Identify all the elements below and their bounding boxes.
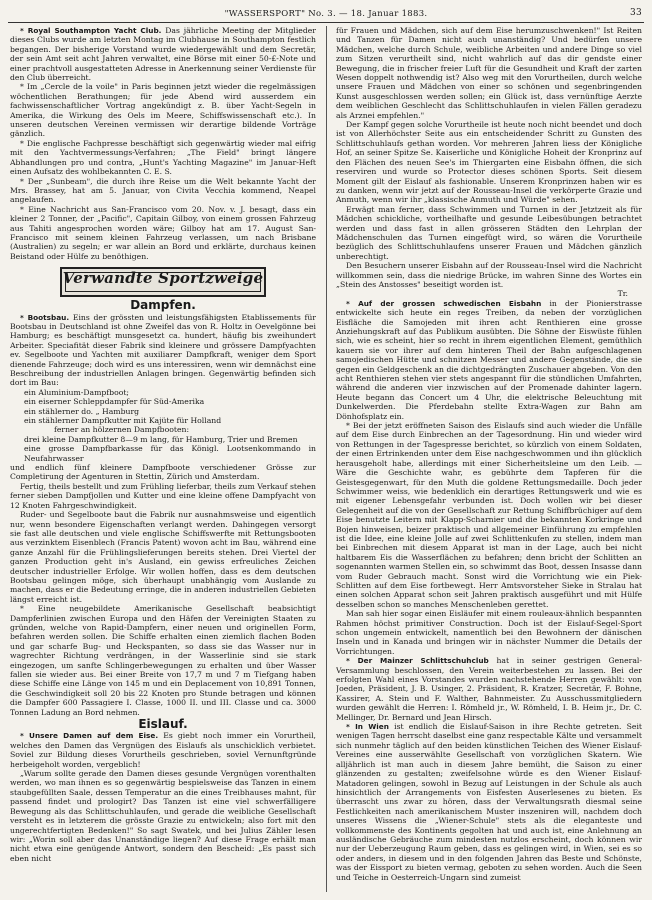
section-banner [60,267,266,297]
article-unfaelle: * Bei der jetzt eröffneten Saison des Eislaufs sind auch wieder die Unfälle auf dem Eise durch Einbrechen an der Tagesordnung. Hin und wieder wird von Rettungen in der Tagespresse berichtet, so kürzlich von einem Soldaten, der einen Ertrinkenden unter dem Eise nachgeschwommen und ihn glücklich herausgeholt habe, allerdings mit einer Sicherheitsleine um den Leib. — Wäre die Geschichte wahr, es gebührte dem Tapferen für die Geistesgegenwart, für den Muth die goldene Rettungsmedaille. Doch jeder Schwimmer weiss, wie bedenklich ein derartiges Rettungswerk und wie es mit eigener Lebensgefahr verbunden ist. Doch wollen wir bei dieser Gelegenheit auf die von der Gesellschaft zur Rettung Schiffbrüchiger auf dem Eise benutzte Leitern mit Klapp-Scharnier und die bekannten Korkringe und Bojen hinweisen, beizer praktisch und allgemeiner Einführung zu empfehlen ist die Idee, eine kleine Jolle auf zwei Schlittenkufen zu stellen, indem man bei Einbrechen mit diesem Apparat ist man in der Lage, auch bei nicht haltbarem Eis die Wasserflächen zu befahren; denn bricht der Schlitten an sogenannten warmen Stellen ein, so schwimmt das Boot, dessen Insasse dann vom Ruder Gebrauch macht. Sonst wird die Vorrichtung wie ein Piek-Schlitten auf dem Eise fortbewegt. Herr Amtsvorsteher Sieke in Stralau hat einen solchen Apparat schon seit Jahren praktisch ausgeführt und mit Hülfe desselben schon so manches Menschenleben gerettet. [336,421,642,609]
article-vorurtheile: Der Kampf gegen solche Vorurtheile ist heute noch nicht beendet und doch ist von Allerhöchster Seite aus ein entscheidender Schritt zu Gunsten des Schlittschuhlaufs gethan worden. Vor mehreren Jahren liess der Königliche Hof, an seiner Spitze Se. Kaiserliche und Königliche Hoheit der Kronprinz auf den Flächen des neuen See's im Thiergarten eine Eisbahn öffnen, die sich reserviren und wurde so Protector dieses schönen Sports. Seit diesem Moment gilt der Eislauf als fashionable. Unserem Kronprinzen haben wir es zu danken, wenn wir jetzt auf der Rousseau-Insel die verkörperte Grazie und Anmuth, wenn wir ihr „klassische Anmuth und Würde" sehen. [336,120,642,205]
banner-title: Verwandte Sportzweige [62,269,264,288]
article-wien: * In Wien ist endlich die Eislauf-Saison in ihre Rechte getreten. Seit wenigen Tagen herrscht daselbst eine ganz respectable Kälte und versammelt sich nunmehr täglich auf den beiden künstlichen Teichen des Wiener Eislauf-Vereines eine ausserwählte Gesellschaft von vorzüglichen Skatern. Wie alljährlich ist man auch in diesem Jahre bemüht, die Saison zu einer glänzenden zu gestalten; zweifelsohne würde es den Wiener Eislauf-Matadoren gelingen, sowohl in Bezug auf Leistungen in der Schule als auch hinsichtlich der Arrangements von Eisfesten Auserlesenes zu bieten. Es überrascht uns zwar zu hören, dass der Verwaltungsrath diesmal seine Festlichkeiten nach amerikanischem Muster inszeniren will, nachdem doch unseres Wissens die „Wiener-Schule" stets als die eleganteste und vollkommenste des Kontinents gegolten hat und auch ist, eine Anlehnung an ausländische Gebräuche zum mindesten nutzlos erscheint, doch können wir nur der Ueberzeugung Raum geben, dass es gelingen wird, in Wien, sei es so oder anders, in diesem und in den folgenden Jahren das Beste und Schönste, was der Eissport zu bieten vermag, geboten zu sehen worden. Auch die Seen und Teiche in Oesterreich-Ungarn sind zumeist [336,722,642,882]
article-rapid-dampfer: * Eine neugebildete Amerikanische Gesellschaft beabsichtigt Dampferlinien zwischen Europa und den Häfen der Vereinigten Staaten zu gründen, welche von Rapid-Dampfern, einer neuen und originellen Form, befahren werden sollen. Die Schiffe erhalten einen ziemlich flachen Boden und gar scharfe Bug- und Heckspanten, so dass sie das Wasser nur in wagrechter Richtung verdrängen, in der Wasserlinie sind sie stark eingezogen, um sanfte Schlingerbewegungen zu erhalten und über Wasser fallen sie wieder aus. Bei einer Breite von 17,7 m und 7 m Tiefgang haben diese Schiffe eine Länge von 145 m und ein Deplacement von 10,891 Tonnen, die Geschwindigkeit soll 20 bis 22 Knoten pro Stunde betragen und können die Dampfer 600 Passagiere I. Classe, 1000 II. und III. Classe und ca. 3000 Tonnen Ladung an Bord nehmen. [10,604,316,717]
running-title: "WASSERSPORT" No. 3. — 18. Januar 1883. [224,9,428,19]
page-number: 33 [629,8,642,18]
article-bootsbau: * Bootsbau. Eins der grössten und leistungsfähigsten Etablissements für Bootsbau in Deutschland ist ohne Zweifel das von R. Holtz in Oevelgönne bei Hamburg; es beschäftigt munsgesetzt ca. hundert, häufig bis zweihundert Arbeiter. Speciafität dieser Fabrik sind kleinere und grössere Dampfyachten ev. Segelboote und Yachten mit auxiliarer Dampfkraft, weniger dem Sport dienende Fahrzeuge; doch wird es uns interessiren, wenn wir demnächst eine Beschreibung der industriellen Anlagen bringen. Gegenwärtig befinden sich dort im Bau: [10,312,316,388]
build-list-item: ein eiserner Schleppdampfer für Süd-Amerika [24,397,205,407]
article-sunbeam: * Der „Sunbeam", die durch ihre Reise um die Welt bekannte Yacht der Mrs. Brassey, hat am 5. Januar, von Civita Vecchia kommend, Neapel angelaufen. [10,176,316,205]
build-list-item: ferner an hölzernen Dampfbooten: [54,425,190,435]
article-bootsbau-fertig: Fertig, theils bestellt und zum Frühling lieferbar, theils zum Verkauf stehen ferner sieben Dampfjollen und Kutter und eine kleine offene Dampfyacht von 12 Knoten Fahrgeschwindigkeit. [10,481,316,510]
left-column [10,26,316,892]
build-list-item: ein stählerner do. „ Hamburg [24,406,140,416]
article-san-francisco: * Eine Nachricht aus San-Francisco vom 20. Nov. v. J. besagt, dass ein kleiner 2 Tonner, der „Pacific", Capitain Gilboy, von einem grossen Fahrzeug aus Tahiti angesprochen worden wäre; Gilboy hat am 17. August San-Francisco mit seinem kleinen Fahrzeug verlassen, um nach Brisbane (Australien) zu segeln; er war allein an Bord und erklärte, durchaus keinen Beistand oder Hülfe zu benöthigen. [10,204,316,261]
article-cercle-voile: * Im „Cercle de la voile" in Paris beginnen jetzt wieder die regelmässigen wöchentlichen Berathungen; für jede Abend wird ausserdem ein fachwissenschaftlicher Vortrag angekündigt z. B. über Yacht-Segeln in Amerika, die Wirkung des Oels im Meere, Schiffswissenschaft etc.). In unseren deutschen Vereinen vermissen wir derartige bildende Vorträge gänzlich. [10,82,316,139]
article-schwimmen-turnen: Erwägt man ferner, dass Schwimmen und Turnen in der Jetztzeit als für Mädchen schickliche, vortheilhafte und gesunde Leibesübungen betrachtet werden und dass fast in allen grösseren Städten den Lehrplan der Mädchenschulen das Turnen eingefügt wird, so wären die Vorurtheile bezüglich des Schlittschuhlaufens unserer Frauen und Mädchen gänzlich unberechtigt. [336,204,642,261]
header-rule [8,22,644,23]
article-eislauf-segel: Man sah hier sogar einen Eisläufer mit einem rouleaux-ähnlich bespannten Rahmen höchst primitiver Construction. Doch ist der Eislauf-Segel-Sport schon ungemein entwickelt, namentlich bei den Bewohnern der dänischen Inseln und in Kanada und bringen wir in nächster Nummer die Details der Vorrichtungen. [336,609,642,656]
article-damen-eis: * Unsere Damen auf dem Eise. Es giebt noch immer ein Vorurtheil, welches den Damen das Vergnügen des Eislaufs als unschicklich verbietet. Soviel zur Bildung dieses Vorurtheils geschrieben, soviel Vernunftgründe herbeigeholt worden, vergeblich! [10,731,316,769]
section-heading-dampfen: Dampfen. [130,298,196,313]
build-list-item: ein stählerner Dampfkutter mit Kajüte für Holland [24,416,222,426]
section-heading-eislauf: Eislauf. [138,717,188,732]
author-signature: Tr. [617,289,628,299]
right-column [336,26,642,892]
article-fachpresse: * Die englische Fachpresse beschäftigt sich gegenwärtig wieder mal eifrig mit den Yachtvermessungs-Verfahren; „The Field" bringt längere Abhandlungen pro und contra, „Hunt's Yachting Magazine" im Januar-Heft einen Aufsatz des wohlbekannten C. E. S. [10,138,316,177]
article-damen-eis-cont: für Frauen und Mädchen, sich auf dem Eise herumzuschwenken!" Ist Reiten und Tanzen für Damen nicht auch unanständig? Und bedürfen unsere Mädchen, welche durch Schule, weibliche Arbeiten und andere Dinge so viel zum Sitzen verurtheilt sind, nicht wahrlich auf das dir gendste einer Bewegung, die in frischer freier Luft für die Gesundheit und Kraft der zarten Wesen doppelt nothwendig ist? Also weg mit den Vorurtheilen, durch welche unsere Frauen und Mädchen von einer so schönen und segenbringenden Kunst ausgeschlossen werden sollen; ein Glück ist, dass vernünftige Aerzte dem weiblichen Geschlecht das Schlittschuhlaufen in vielen Fällen geradezu als Arznei empfehlen." [336,26,642,120]
article-schwedische-eisbahn: * Auf der grossen schwedischen Eisbahn in der Pionierstrasse entwickelte sich heute ein reges Treiben, da neben der vorzüglichen Eisfläche die Samojeden mit ihren acht Renthieren eine grosse Anziehungskraft auf das Publikum ausübten. Die Söhne der Eiswüste fühlen sich, wie es scheint, hier so recht in ihrem eigentlichen Element, gemüthlich kauern sie vor ihrer auf dem hinteren Theil der Bahn aufgeschlagenen samojedischen Hütte und schnitzen Messer und andere Gegenstände, die sie gegen ein Geldgeschenk an die dichtgedrängten Zuschauer abgeben. Von den acht Renthieren stehen vier stets angespannt für die stündlichen Umfahrten, während die anderen vier inzwischen auf der Promenade dahinter lagern. Heute begann das Concert um 4 Uhr, die elektrische Beleuchtung mit Dunkelwerden. Die Pferdebahn stellte Extra-Wagen zur Bahn am Dönhofsplatz ein. [336,298,642,421]
article-damen-eis-quote: „Warum sollte gerade den Damen dieses gesunde Vergnügen vorenthalten werden, wo man ihnen es so gegenwärtig bespielsweise das Tanzen in einem staubgefüllten Saale, dessen Temperatur an die eines Treibhauses mahnt, für passend findet und prologirt? Das Tanzen ist eine viel schwerfälligere Bewegung als das Schlittschuhlaufen, und gerade die weibliche Gesellschaft versteht es in letzterem die grösste Grazie zu entwickeln; also fort mit den ungerechtfertigten Bedenken!" So sagt Swatek, und bei Julius Zähler lesen wir: „Worin soll aber das Unanständige liegen? Auf diese Frage erhält man nicht etwa eine genügende Antwort, sondern den Bescheid: „Es passt sich eben nicht [10,769,316,863]
article-ruderboote: Ruder- und Segelboote baut die Fabrik nur ausnahmsweise und eigentlich nur, wenn besondere Eigenschaften verlangt werden. Dahingegen versorgt sie fast alle deutschen und viele englische Schiffswerfte mit Rettungsbooten aus verzinktem Eisenblech (Francis Patent) wovon acht im Bau, während eine ganze Anzahl für die Frühlingslieferungen bereits stehen. Drei Viertel der ganzen Production geht in's Ausland, ein gewiss erfreuliches Zeichen deutscher industrieller Erfolge. Wir wollen hoffen, dass es dem deutschen Bootsbau gelingen möge, sich überhaupt unabhängig vom Auslande zu machen, dass er die Bedeutung erringe, die in anderen industriellen Gebieten längst erreicht ist. [10,510,316,604]
column-divider [326,26,327,892]
article-bootsbau-cont: und endlich fünf kleinere Dampfboote verschiedener Grösse zur Completirung der Agenturen in Stettin, Zürich und Amsterdam. [10,463,316,482]
build-list-item: ein Aluminium-Dampfboot; [24,387,130,397]
article-rousseau-insel: Den Besuchern unserer Eisbahn auf der Rousseau-Insel wird die Nachricht willkommen sein, dass die niedrige Brücke, im wahren Sinne des Wortes ein „Stein des Anstosses" beseitigt worden ist. [336,261,642,289]
article-mainzer-club: * Der Mainzer Schlittschuhclub hat in seiner gestrigen General-Versammlung beschlossen, den Verein weiterbestehen zu lassen. Bei der erfolgten Wahl eines Vorstandes wurden nachstehende Herren gewählt: von Joeden, Präsident, J. B. Usinger, 2. Präsident, R. Kratzer, Secretär, F. Bohne, Kassirer, A. Stein und F. Walther, Bahnmeister. Zu Ausschussmitgliedern wurden gewählt die Herren: I. Römheld jr., W. Römheld, I. B. Heim jr., Dr. C. Mellinger, Dr. Bernard und Jean Hirsch. [336,656,642,722]
build-list-item: eine grosse Dampfbarkasse für das Königl. Lootsenkommando in Neufahrwasser [24,444,316,463]
page-header [0,8,652,22]
article-southampton: * Royal Southampton Yacht Club. Das jährliche Meeting der Mitglieder dieses Clubs wurde am letzten Montag im Clubhause in Southampton festlich begangen. Der bisherige Vorstand wurde wiedergewählt und dem Secretär, der sein Amt seit acht Jahren verwaltet, eine Börse mit einer 50-£-Note und einer prachtvoll ausgestatteten Adresse in Anerkennung seiner Verdienste für den Club überreicht. [10,26,316,83]
build-list-item: drei kleine Dampfkutter 8—9 m lang, für Hamburg, Trier und Bremen [24,434,298,444]
